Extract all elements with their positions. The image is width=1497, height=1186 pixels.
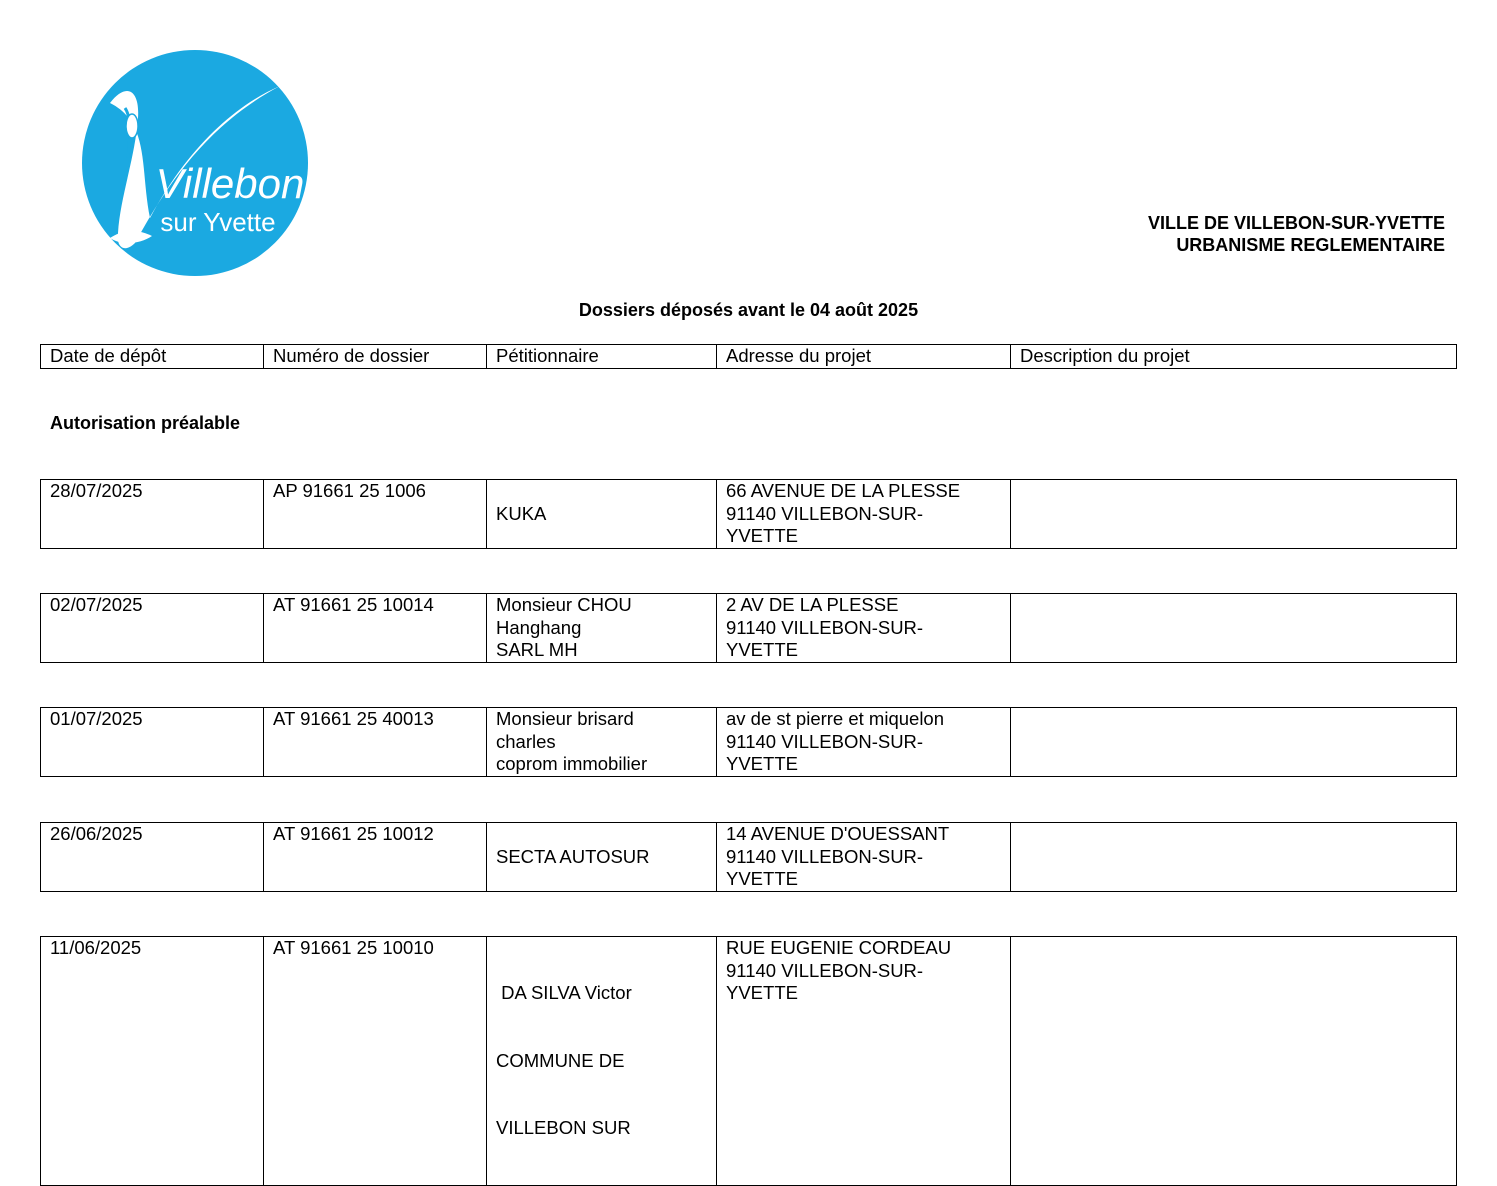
- cell-petitionnaire: [487, 708, 717, 777]
- cell-numero: AT 91661 25 10012: [264, 823, 487, 892]
- logo-text-main: Villebon: [155, 160, 305, 207]
- document-title: Dossiers déposés avant le 04 août 2025: [578, 300, 919, 320]
- petitionnaire-line: Hanghang: [496, 616, 582, 638]
- adresse-line: av de st pierre et miquelon: [726, 708, 945, 729]
- cell-adresse: [717, 594, 1011, 663]
- petitionnaire-line: [496, 480, 707, 503]
- adresse-line: 91140 VILLEBON-SUR-: [726, 616, 924, 638]
- column-header-date: Date de dépôt: [41, 345, 264, 369]
- petitionnaire-line: [496, 823, 707, 846]
- section-title: Autorisation préalable: [50, 413, 241, 433]
- villebon-logo: [80, 48, 310, 278]
- cell-numero: AT 91661 25 10010: [264, 937, 487, 1186]
- table-row: [41, 708, 1457, 777]
- petitionnaire-line: SARL MH: [496, 639, 578, 660]
- org-line-2: URBANISME REGLEMENTAIRE: [1176, 235, 1445, 255]
- adresse-line: 91140 VILLEBON-SUR-: [726, 502, 924, 524]
- petitionnaire-line: SECTA AUTOSUR: [496, 845, 650, 867]
- cell-date: 01/07/2025: [41, 708, 264, 777]
- dossier-table: [40, 593, 1457, 663]
- petitionnaire-line: Monsieur CHOU: [496, 594, 632, 615]
- cell-date: 26/06/2025: [41, 823, 264, 892]
- dossier-table: [40, 479, 1457, 549]
- org-line-1: VILLE DE VILLEBON-SUR-YVETTE: [1147, 213, 1445, 233]
- cell-numero: AT 91661 25 40013: [264, 708, 487, 777]
- logo-text-sub: sur Yvette: [160, 207, 276, 237]
- dossier-table: [40, 707, 1457, 777]
- petitionnaire-line: Monsieur brisard: [496, 708, 634, 729]
- petitionnaire-line: COMMUNE DE: [496, 1049, 625, 1071]
- adresse-line: 14 AVENUE D'OUESSANT: [726, 823, 950, 844]
- cell-adresse: [717, 480, 1011, 549]
- column-header-table: [40, 344, 1457, 369]
- cell-adresse: [717, 823, 1011, 892]
- table-row: [41, 594, 1457, 663]
- cell-petitionnaire: [487, 937, 717, 1186]
- cell-description: [1011, 823, 1457, 892]
- petitionnaire-line: DA SILVA Victor: [496, 982, 632, 1003]
- column-header-description: Description du projet: [1011, 345, 1457, 369]
- column-header-adresse: Adresse du projet: [717, 345, 1011, 369]
- column-header-numero: Numéro de dossier: [264, 345, 487, 369]
- petitionnaire-line: KUKA: [496, 502, 547, 524]
- cell-date: 02/07/2025: [41, 594, 264, 663]
- adresse-line: 66 AVENUE DE LA PLESSE: [726, 480, 961, 501]
- dossier-table: [40, 936, 1457, 1186]
- table-row: [41, 823, 1457, 892]
- adresse-line: 2 AV DE LA PLESSE: [726, 594, 899, 615]
- dossier-table: [40, 822, 1457, 892]
- adresse-line: YVETTE: [726, 753, 798, 774]
- adresse-line: RUE EUGENIE CORDEAU: [726, 937, 952, 958]
- petitionnaire-line: [496, 525, 707, 548]
- cell-adresse: [717, 708, 1011, 777]
- adresse-line: YVETTE: [726, 525, 798, 546]
- organization-header: [1148, 212, 1445, 256]
- petitionnaire-line: charles: [496, 730, 556, 752]
- cell-description: [1011, 594, 1457, 663]
- cell-description: [1011, 937, 1457, 1186]
- petitionnaire-line: [496, 868, 707, 891]
- cell-date: 11/06/2025: [41, 937, 264, 1186]
- cell-numero: AT 91661 25 10014: [264, 594, 487, 663]
- adresse-line: 91140 VILLEBON-SUR-: [726, 845, 924, 867]
- cell-description: [1011, 480, 1457, 549]
- cell-date: 28/07/2025: [41, 480, 264, 549]
- table-row: [41, 480, 1457, 549]
- cell-description: [1011, 708, 1457, 777]
- cell-petitionnaire: [487, 594, 717, 663]
- column-header-petitionnaire: Pétitionnaire: [487, 345, 717, 369]
- logo-emblem: [80, 48, 310, 278]
- petitionnaire-line: VILLEBON SUR: [496, 1117, 631, 1138]
- adresse-line: YVETTE: [726, 639, 798, 660]
- cell-adresse: [717, 937, 1011, 1186]
- petitionnaire-line: coprom immobilier: [496, 753, 648, 774]
- adresse-line: 91140 VILLEBON-SUR-: [726, 959, 924, 981]
- column-header-row: [41, 345, 1457, 369]
- cell-petitionnaire: [487, 480, 717, 549]
- cell-numero: AP 91661 25 1006: [264, 480, 487, 549]
- adresse-line: YVETTE: [726, 868, 798, 889]
- cell-petitionnaire: [487, 823, 717, 892]
- adresse-line: YVETTE: [726, 982, 798, 1003]
- adresse-line: 91140 VILLEBON-SUR-: [726, 730, 924, 752]
- table-row: [41, 937, 1457, 1186]
